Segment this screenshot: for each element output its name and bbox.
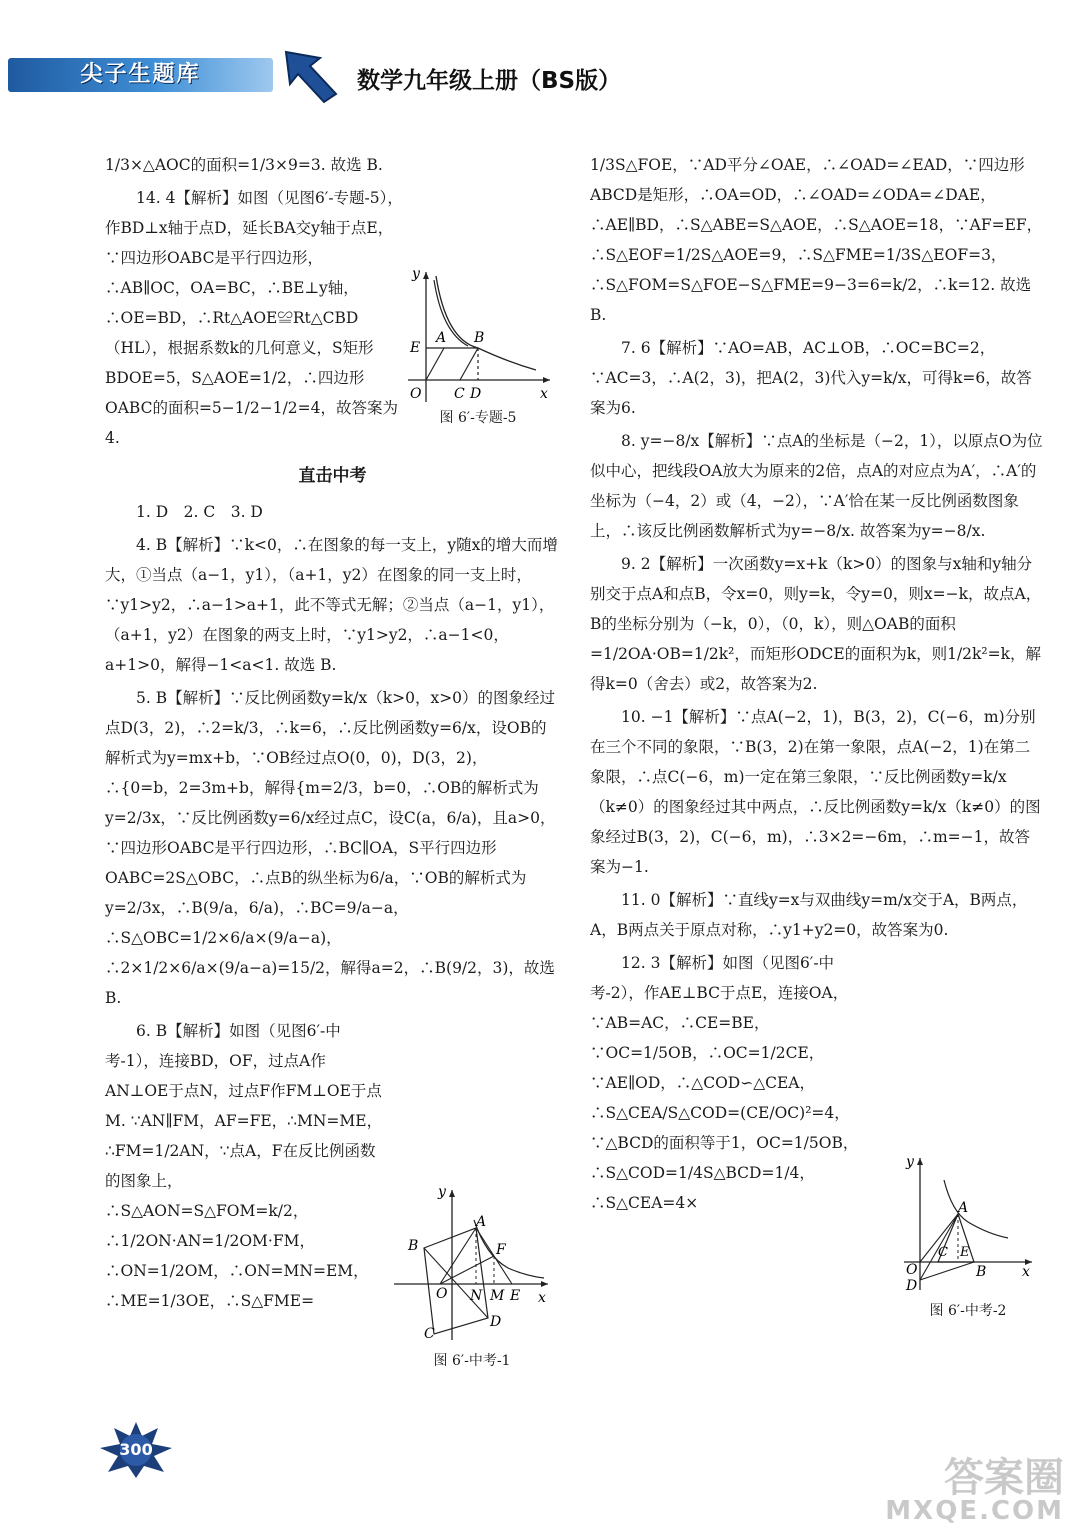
- problem-5: 5. B【解析】∵反比例函数y=k/x（k>0，x>0）的图象经过点D(3，2)，∴2=k/3，∴k=6，∴反比例函数y=6/x，设OB的解析式为y=mx+b，∵OB经过点O(0，0)，D(3，2)，∴{0=b，2=3m+b，解得{m=2/3，b=0，∴OB的解析式为y=2/3x，∵反比例函数y=6/x经过点C，设C(a，6/a)，且a>0，∵四边形OABC是平行四边形，∴BC∥OA，S平行四边形OABC=2S△OBC，∴点B的纵坐标为6/a，∵OB的解析式为y=2/3x，∴B(9/a，6/a)，∴BC=9/a−a，∴S△OBC=1/2×6/a×(9/a−a)，∴2×1/2×6/a×(9/a−a)=15/2，解得a=2，∴B(9/2，3)，故选 B.: [105, 689, 556, 1007]
- fig3-label-A: A: [958, 1200, 969, 1216]
- problem-12: 12. 3【解析】如图（见图6′-中考-2），作AE⊥BC于点E，连接OA，∵AB=AC，∴CE=BE，∵OC=1/5OB，∴OC=1/2CE，∵AE∥OD，∴△COD∽△CEA，∴S△CEA/S△COD=(CE/OC)²=4，∵△BCD的面积等于1，OC=1/5OB，∴S△COD=1/4S△BCD=1/4，∴S△CEA=4×: [590, 954, 859, 1212]
- fig3-label-E: E: [960, 1245, 970, 1260]
- figure-exam-1: [388, 1180, 556, 1370]
- fig2-label-N: N: [470, 1288, 483, 1304]
- fig2-label-C: C: [424, 1326, 435, 1342]
- problem-7: 7. 6【解析】∵AO=AB，AC⊥OB，∴OC=BC=2，∵AC=3，∴A(2，3)，把A(2，3)代入y=k/x，可得k=6，故答案为6.: [590, 339, 1032, 417]
- figure-exam-2-diagram: [898, 1150, 1038, 1300]
- problem-9: 9. 2【解析】一次函数y=x+k（k>0）的图象与x轴和y轴分别交于点A和点B，令x=0，则y=k，令y=0，则x=−k，故点A，B的坐标分别为（−k，0），（0，k），则△OAB的面积=1/2OA·OB=1/2k²，而矩形ODCE的面积为k，则1/2k²=k，解得k=0（舍去）或2，故答案为2.: [590, 555, 1042, 693]
- fig2-label-A: A: [476, 1214, 487, 1230]
- figure-special-5-caption: 图 6′-专题-5: [439, 410, 517, 426]
- problem-6: 6. B【解析】如图（见图6′-中考-1），连接BD，OF，过点A作AN⊥OE于点N，过点F作FM⊥OE于点M. ∵AN∥FM，AF=FE，∴MN=ME，∴FM=1/2AN，∵点A，F在反比例函数的图象上，∴S△AON=S△FOM=k/2，∴1/2ON·AN=1/2OM·FM，∴ON=1/2OM，∴ON=MN=EM，∴ME=1/3OE，∴S△FME=: [105, 1022, 383, 1310]
- fig3-label-O: O: [906, 1262, 918, 1278]
- page-number: 300: [119, 1440, 153, 1459]
- watermark: [874, 1446, 1064, 1526]
- problem-8: 8. y=−8/x【解析】∵点A的坐标是（−2，1），以原点O为位似中心，把线段OA放大为原来的2倍，点A的对应点为A′，∴A′的坐标为（−4，2）或（4，−2），∵A′恰在某一反比例函数图象上，∴该反比例函数解析式为y=−8/x. 故答案为y=−8/x.: [590, 432, 1043, 540]
- fig2-label-E: E: [510, 1288, 521, 1304]
- fig2-label-D: D: [490, 1314, 502, 1330]
- book-title: 数学九年级上册（BS版）: [357, 68, 622, 94]
- problem-14: 14. 4【解析】如图（见图6′-专题-5），作BD⊥x轴于点D，延长BA交y轴于点E，∵四边形OABC是平行四边形，∴AB∥OC，OA=BC，∴BE⊥y轴，∴OE=BD，∴Rt△AOE≌Rt△CBD（HL），根据系数k的几何意义，S矩形BDOE=5，S△AOE=1/2，∴四边形OABC的面积=5−1/2−1/2=4，故答案为4.: [105, 189, 403, 447]
- left-para-1: 1/3×△AOC的面积=1/3×9=3. 故选 B.: [105, 156, 383, 174]
- fig2-label-y: y: [438, 1184, 446, 1200]
- right-para-1: 1/3S△FOE，∵AD平分∠OAE，∴∠OAD=∠EAD，∵四边形ABCD是矩形，∴OA=OD，∴∠OAD=∠ODA=∠DAE，∴AE∥BD，∴S△ABE=S△AOE，∴S△AOE=18，∵AF=EF，∴S△EOF=1/2S△AOE=9，∴S△FME=1/3S△EOF=3，∴S△FOM=S△FOE−S△FME=9−3=6=k/2，∴k=12. 故选 B.: [590, 156, 1043, 324]
- fig2-label-B: B: [408, 1238, 419, 1254]
- fig1-label-D: D: [470, 386, 482, 402]
- fig1-label-B: B: [474, 330, 485, 346]
- answers-1-3: 1. D 2. C 3. D: [136, 503, 263, 521]
- watermark-url: MXQE.COM: [885, 1496, 1064, 1526]
- fig3-label-B: B: [976, 1264, 987, 1280]
- watermark-logo-text: 答案圈: [944, 1455, 1064, 1501]
- fig3-label-x: x: [1022, 1264, 1030, 1280]
- figure-special-5-diagram: [398, 262, 558, 407]
- figure-exam-2-caption: 图 6′-中考-2: [929, 1303, 1007, 1319]
- fig2-label-M: M: [490, 1288, 505, 1304]
- series-name: 尖子生题库: [80, 62, 201, 87]
- fig2-label-O: O: [436, 1286, 448, 1302]
- right-column: [590, 150, 1045, 1221]
- problem-10: 10. −1【解析】∵点A(−2，1)，B(3，2)，C(−6，m)分别在三个不同的象限，∵B(3，2)在第一象限，点A(−2，1)在第二象限，∴点C(−6，m)一定在第三象限，∵反比例函数y=k/x（k≠0）的图象经过其中两点，∴反比例函数y=k/x（k≠0）的图象经过B(3，2)，C(−6，m)，∴3×2=−6m，∴m=−1，故答案为−1.: [590, 708, 1041, 876]
- fig3-label-D: D: [906, 1278, 918, 1294]
- arrow-icon: [280, 48, 340, 104]
- fig1-label-A: A: [436, 330, 447, 346]
- fig1-label-O: O: [410, 386, 422, 402]
- series-banner: [8, 58, 273, 92]
- fig1-label-y: y: [412, 266, 420, 282]
- problem-4: 4. B【解析】∵k<0，∴在图象的每一支上，y随x的增大而增大，①当点（a−1，y1），（a+1，y2）在图象的同一支上时，∵y1>y2，∴a−1>a+1，此不等式无解；②当点（a−1，y1），（a+1，y2）在图象的两支上时，∵y1>y2，∴a−1<0，a+1>0，解得−1<a<1. 故选 B.: [105, 536, 558, 674]
- figure-exam-1-caption: 图 6′-中考-1: [433, 1353, 511, 1369]
- page-number-badge: [98, 1420, 174, 1480]
- fig2-label-x: x: [538, 1290, 546, 1306]
- fig1-label-x: x: [540, 386, 548, 402]
- problem-11: 11. 0【解析】∵直线y=x与双曲线y=m/x交于A，B两点，A，B两点关于原点对称，∴y1+y2=0，故答案为0.: [590, 891, 1028, 939]
- figure-special-5: [398, 262, 558, 427]
- figure-exam-1-diagram: [388, 1180, 556, 1350]
- section-heading: 直击中考: [298, 466, 367, 486]
- figure-exam-2: [898, 1150, 1038, 1320]
- fig1-label-E: E: [410, 340, 421, 356]
- fig1-label-C: C: [454, 386, 465, 402]
- fig3-label-y: y: [906, 1154, 914, 1170]
- page-header: [0, 0, 1078, 120]
- fig3-label-C: C: [938, 1245, 948, 1260]
- fig2-label-F: F: [496, 1242, 506, 1258]
